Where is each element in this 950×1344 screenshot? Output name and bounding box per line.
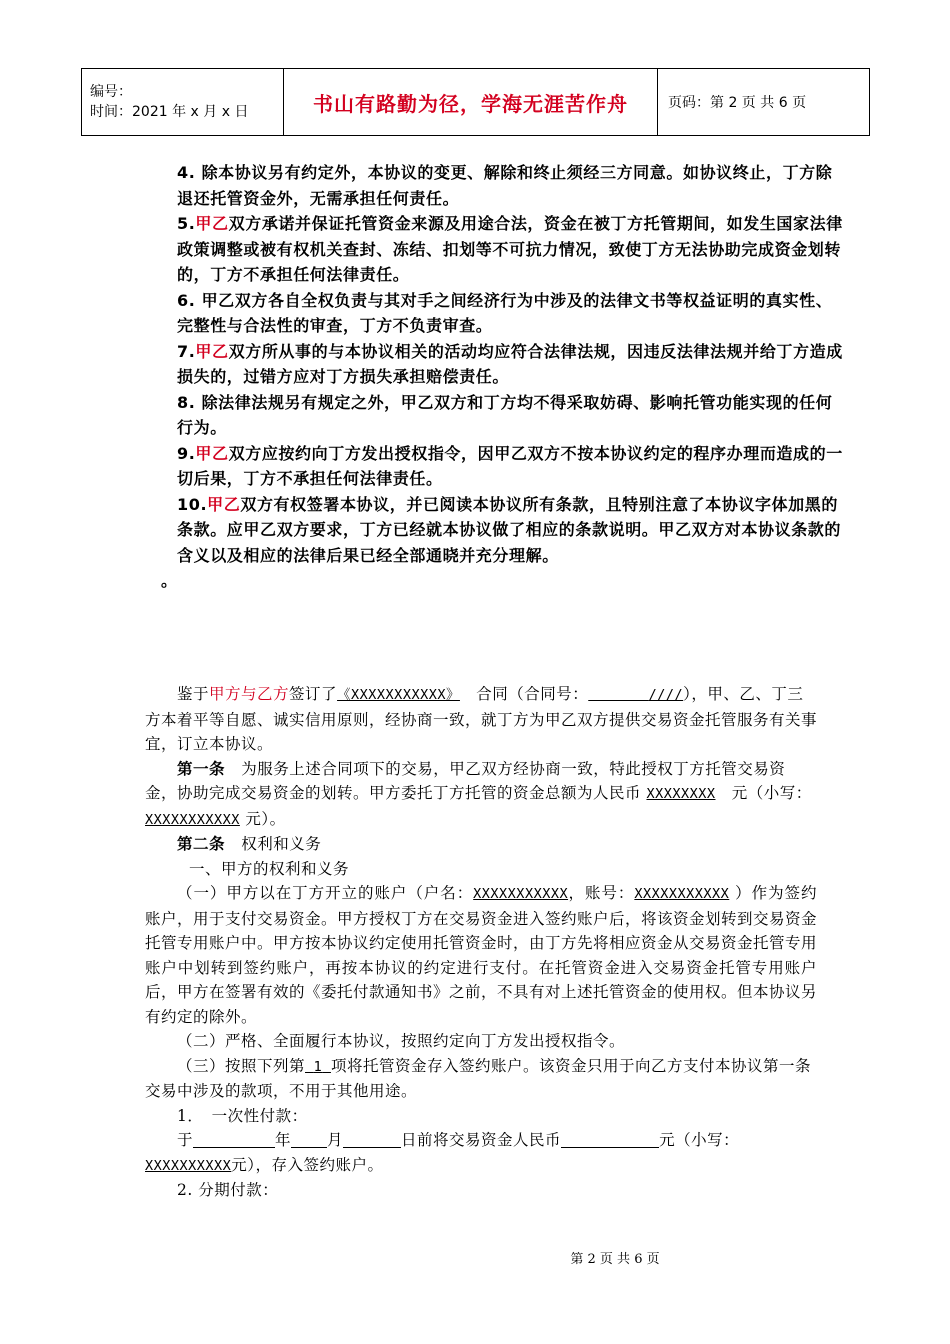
intro-paragraph [145, 682, 817, 757]
header-meta [82, 69, 284, 135]
contract-name: 《XXXXXXXXXXX》 [337, 687, 460, 703]
header-motto: 书山有路勤为径，学海无涯苦作舟 [313, 91, 628, 116]
item-1-c: ）作为签约账户，用于支付交易资金。甲方授权丁方在交易资金进入签约账户后，将该资金划转到交易资金托管专用账户中。甲方按本协议约定使用托管资金时，由丁方先将相应资金从交易资金托管专用账户中划转到签约账户，再按本协议的约定进行支付。在托管资金进入交易资金托管专用账户后，甲方在签署有效的《委托付款通知书》之前，不具有对上述托管资金的使用权。但本协议另有约定的除外。 [145, 884, 818, 1026]
time-label: 时间：2021 年 x 月 x 日 [90, 104, 249, 120]
item-3-number-value: 1 [313, 1058, 323, 1075]
clause-5-parties: 甲乙 [195, 214, 229, 233]
payment-1-end: 元），存入签约账户。 [231, 1155, 384, 1174]
contract-number [588, 687, 683, 703]
clause-9-text: 双方应按约向丁方发出授权指令，因甲乙双方不按本协议约定的程序办理而造成的一切后果，丁方不承担任何法律责任。 [177, 443, 843, 488]
blank-amount [561, 1131, 659, 1148]
article-1-b: 元（小写： [731, 784, 812, 802]
clause-5-num: 5. [177, 214, 196, 233]
payment-1-month: 月 [327, 1131, 344, 1149]
clause-7-text: 双方所从事的与本协议相关的活动均应符合法律法规，因违反法律法规并给丁方造成损失的，过错方应对丁方损失承担赔偿责任。 [177, 341, 843, 386]
article-1-amount: XXXXXXXX [646, 786, 716, 802]
section-1-title: 一、甲方的权利和义务 [189, 859, 350, 878]
article-2 [145, 832, 817, 857]
payment-1-amount-small: XXXXXXXXXX [145, 1157, 232, 1174]
item-1-account-name: XXXXXXXXXXX [473, 886, 569, 902]
payment-1-a: 于 [177, 1131, 194, 1149]
item-2: （二）严格、全面履行本协议，按照约定向丁方发出授权指令。 [177, 1032, 626, 1050]
article-2-text: 权利和义务 [241, 835, 322, 853]
article-1 [145, 757, 817, 833]
clause-7-parties: 甲乙 [195, 341, 229, 361]
contract-number-value: //// [648, 687, 684, 703]
intro-a: 鉴于 [177, 685, 210, 703]
payment-2-title: 2. 分期付款： [177, 1181, 279, 1199]
stray-period: 。 [161, 571, 178, 590]
clause-5-text: 双方承诺并保证托管资金来源及用途合法，资金在被丁方托管期间，如发生国家法律政策调整或被有权机关查封、冻结、扣划等不可抗力情况，致使丁方无法协助完成资金划转的，丁方不承担任何法律责任。 [177, 214, 843, 284]
payment-1-yuan: 元（小写： [659, 1131, 740, 1149]
item-3-a: （三）按照下列第 [177, 1056, 306, 1075]
payment-1-body [145, 1128, 817, 1178]
article-1-c: 元）。 [245, 809, 286, 828]
item-1 [145, 881, 817, 1029]
clause-10 [145, 492, 845, 569]
page-footer: 第 2 页 共 6 页 [570, 1252, 660, 1267]
article-1-title: 第一条 [177, 758, 226, 778]
clause-8: 8. 除法律法规另有规定之外，甲乙双方和丁方均不得采取妨碍、影响托管功能实现的任何行为。 [177, 392, 833, 437]
clause-7-num: 7. [177, 341, 196, 361]
blank-year [193, 1131, 275, 1148]
payment-1-title: 1． 一次性付款： [177, 1106, 308, 1125]
item-3 [145, 1054, 817, 1104]
clauses-block [145, 160, 845, 594]
clause-4: 4. 除本协议另有约定外，本协议的变更、解除和终止须经三方同意。如协议终止，丁方除退还托管资金外，无需承担任何责任。 [177, 163, 833, 208]
intro-parties: 甲方与乙方 [209, 685, 290, 703]
clause-7 [145, 339, 845, 390]
clause-9 [145, 441, 845, 492]
clause-5 [145, 211, 845, 288]
payment-1-day: 日前将交易资金人民币 [401, 1131, 562, 1149]
intro-c: 合同（合同号： [476, 685, 589, 703]
article-1-amount-small: XXXXXXXXXXX [145, 811, 240, 828]
item-1-account-number: XXXXXXXXXXX [634, 886, 730, 902]
number-label: 编号： [90, 84, 132, 100]
clause-6: 6. 甲乙双方各自全权负责与其对手之间经济行为中涉及的法律文书等权益证明的真实性、完整性与合法性的审查，丁方不负责审查。 [177, 290, 833, 335]
blank-month [291, 1131, 327, 1148]
blank-day [343, 1131, 401, 1148]
clause-9-parties: 甲乙 [195, 443, 229, 463]
clause-10-parties: 甲乙 [207, 494, 241, 514]
header-motto-cell [284, 69, 658, 135]
header-page-cell [658, 69, 869, 135]
item-3-b: 项将托管资金存入签约账户。该资金只用于向乙方支付本协议第一条交易中涉及的款项，不用于其他用途。 [145, 1056, 811, 1100]
item-3-number [305, 1059, 331, 1075]
article-2-title: 第二条 [177, 834, 226, 853]
article-1-a: 为服务上述合同项下的交易，甲乙双方经协商一致，特此授权丁方托管交易资金，协助完成交易资金的划转。甲方委托丁方托管的资金总额为人民币 [145, 759, 786, 802]
page-label: 页码：第 2 页 共 6 页 [668, 95, 807, 111]
clause-9-num: 9. [177, 443, 196, 463]
clause-10-num: 10. [177, 494, 208, 514]
contract-body [145, 682, 817, 1203]
clause-10-text: 双方有权签署本协议，并已阅读本协议所有条款，且特别注意了本协议字体加黑的条款。应甲乙双方要求，丁方已经就本协议做了相应的条款说明。甲乙双方对本协议条款的含义以及相应的法律后果已经全部通晓并充分理解。 [177, 494, 842, 565]
page-header [81, 68, 870, 136]
intro-d: ），甲、乙、丁三方本着平等自愿、诚实信用原则，经协商一致，就丁方为甲乙双方提供交易资金托管服务有关事宜，订立本协议。 [145, 685, 818, 753]
item-1-a: （一）甲方以在丁方开立的账户（户名： [177, 884, 474, 902]
intro-b: 签订了 [289, 685, 338, 703]
item-1-b: ，账号： [568, 884, 635, 902]
payment-1-year: 年 [275, 1131, 292, 1149]
